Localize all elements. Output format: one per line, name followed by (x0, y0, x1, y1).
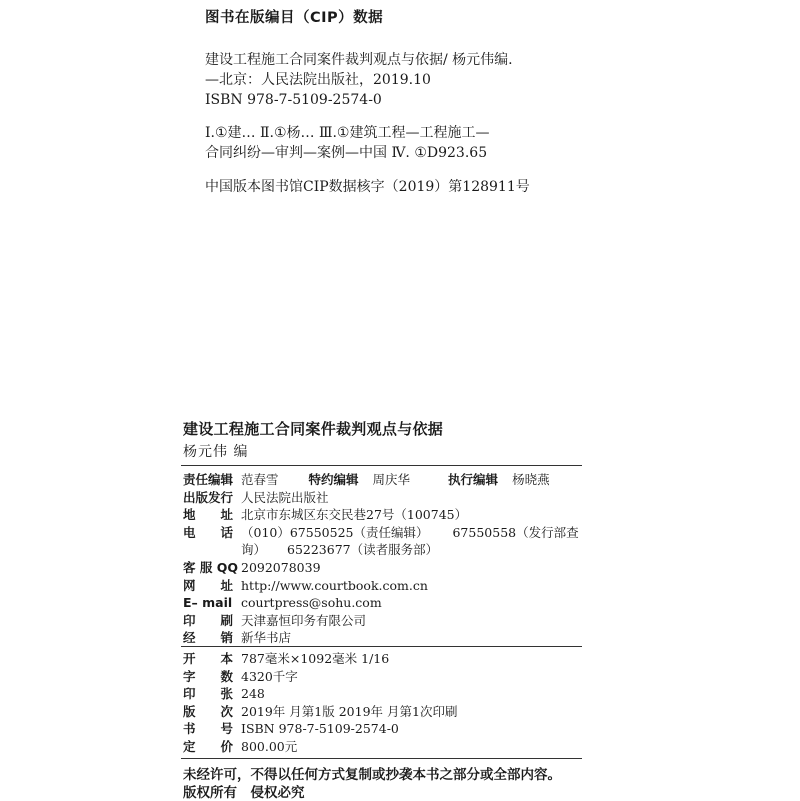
cip-subject-line: 合同纠纷—审判—案例—中国 Ⅳ. ①D923.65 (205, 145, 488, 161)
spec-row (183, 703, 593, 721)
cip-publisher-line: —北京：人民法院出版社，2019.10 (205, 72, 431, 88)
spec-value: 248 (241, 686, 265, 701)
cip-subject-entry (205, 123, 489, 163)
info-label: 出版发行 (183, 489, 234, 505)
spec-label: 书 号 (183, 721, 234, 736)
info-row (183, 629, 593, 647)
info-value: 新华书店 (241, 630, 292, 645)
editor-name: 范春雪 (241, 472, 279, 487)
spec-info (183, 650, 593, 755)
spec-label: 定 价 (183, 738, 234, 754)
spec-value: 787毫米×1092毫米 1/16 (241, 651, 390, 666)
spec-value: 800.00元 (241, 738, 298, 754)
spec-value: ISBN 978-7-5109-2574-0 (241, 721, 399, 736)
cip-bibliographic-entry (205, 50, 513, 110)
info-row (183, 577, 593, 595)
book-author: 杨元伟 编 (183, 444, 249, 460)
info-value: 北京市东城区东交民巷27号（100745） (241, 507, 468, 522)
editor-label: 特约编辑 (308, 472, 359, 487)
spec-row (183, 685, 593, 703)
colophon-info (183, 471, 593, 559)
spec-row (183, 668, 593, 686)
phone-number: 67550558（发行部查询） (241, 524, 579, 557)
copyright-notice: 未经许可，不得以任何方式复制或抄袭本书之部分或全部内容。 (183, 767, 561, 783)
editor-name: 杨晓燕 (512, 472, 550, 487)
info-value: courtpress@sohu.com (241, 595, 382, 610)
editor-name: 周庆华 (372, 472, 411, 487)
cip-isbn-line: ISBN 978-7-5109-2574-0 (205, 92, 382, 108)
editor-label: 执行编辑 (448, 472, 499, 487)
spec-row (183, 720, 593, 738)
cip-subject-line: Ⅰ.①建… Ⅱ.①杨… Ⅲ.①建筑工程—工程施工— (205, 125, 490, 141)
info-label: 网 址 (183, 577, 234, 593)
editor-label: 责任编辑 (183, 472, 234, 487)
spec-row (183, 650, 593, 668)
divider (181, 465, 582, 466)
info-label: 客 服 QQ (183, 560, 238, 575)
info-row (183, 489, 593, 507)
spec-value: 4320千字 (241, 668, 298, 684)
info-label: 经 销 (183, 630, 234, 645)
phone-row-cont (183, 541, 593, 559)
spec-label: 字 数 (183, 668, 234, 684)
rights-reserved: 版权所有 侵权必究 (183, 785, 305, 801)
info-row (183, 559, 593, 577)
spec-row (183, 738, 593, 756)
info-row (183, 506, 593, 524)
divider (181, 646, 582, 647)
cip-record-number: 中国版本图书馆CIP数据核字（2019）第128911号 (205, 179, 530, 195)
spec-label: 版 次 (183, 703, 234, 719)
spec-label: 印 张 (183, 686, 234, 701)
info-value: http://www.courtbook.com.cn (241, 577, 428, 593)
contact-info (183, 559, 593, 647)
phone-number: （010）67550525（责任编辑） (241, 524, 429, 540)
cip-title-line: 建设工程施工合同案件裁判观点与依据/ 杨元伟编. (205, 52, 513, 68)
spec-value: 2019年 月第1版 2019年 月第1次印刷 (241, 703, 458, 719)
editors-row (183, 471, 593, 489)
info-row (183, 594, 593, 612)
divider (181, 758, 582, 759)
info-value: 人民法院出版社 (241, 489, 329, 505)
book-title: 建设工程施工合同案件裁判观点与依据 (183, 420, 444, 438)
info-label: 印 刷 (183, 612, 234, 628)
info-label: E– mail (183, 595, 233, 610)
info-row (183, 612, 593, 630)
cip-heading: 图书在版编目（CIP）数据 (205, 10, 384, 26)
phone-number: 65223677（读者服务部） (287, 542, 439, 557)
info-value: 天津嘉恒印务有限公司 (241, 612, 367, 628)
info-label: 地 址 (183, 507, 234, 522)
info-value: 2092078039 (241, 560, 321, 575)
info-label: 电 话 (183, 524, 234, 540)
spec-label: 开 本 (183, 651, 234, 666)
